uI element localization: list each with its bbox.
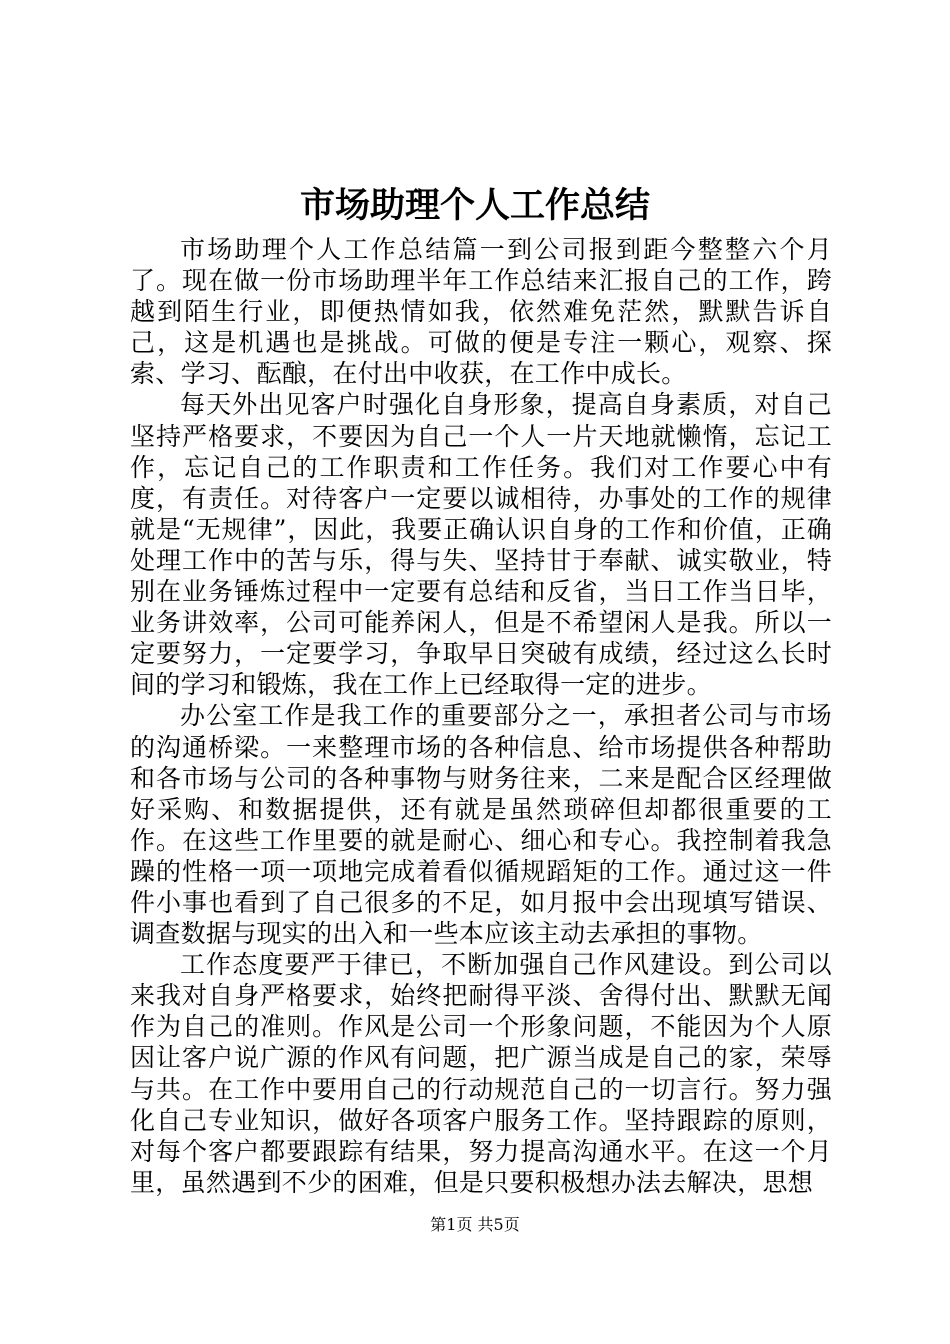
paragraph-3: 办公室工作是我工作的重要部分之一，承担者公司与市场的沟通桥梁。一来整理市场的各种信息、给市场提供各种帮助和各市场与公司的各种事物与财务往来，二来是配合区经理做好采购、和数据提供，还有就是虽然琐碎但却都很重要的工作。在这些工作里要的就是耐心、细心和专心。我控制着我急躁的性格一项一项地完成着看似循规蹈矩的工作。通过这一件件小事也看到了自己很多的不足，如月报中会出现填写错误、调查数据与现实的出入和一些本应该主动去承担的事物。: [130, 701, 832, 949]
document-title: 市场助理个人工作总结: [299, 185, 650, 226]
paragraph-2: 每天外出见客户时强化自身形象，提高自身素质，对自己坚持严格要求，不要因为自己一个人一片天地就懒惰，忘记工作，忘记自己的工作职责和工作任务。我们对工作要心中有度，有责任。对待客户一定要以诚相待，办事处的工作的规律就是“无规律”，因此，我要正确认识自身的工作和价值，正确处理工作中的苦与乐，得与失、坚持甘于奉献、诚实敬业，特别在业务锤炼过程中一定要有总结和反省，当日工作当日毕，业务讲效率，公司可能养闲人，但是不希望闲人是我。所以一定要努力，一定要学习，争取早日突破有成绩，经过这么长时间的学习和锻炼，我在工作上已经取得一定的进步。: [130, 390, 832, 700]
paragraph-1: 市场助理个人工作总结篇一到公司报到距今整整六个月了。现在做一份市场助理半年工作总结来汇报自己的工作，跨越到陌生行业，即便热情如我，依然难免茫然，默默告诉自己，这是机遇也是挑战。可做的便是专注一颗心，观察、探索、学习、酝酿，在付出中收获，在工作中成长。: [130, 235, 832, 389]
document-body: [130, 234, 832, 1198]
paragraph-4: 工作态度要严于律已，不断加强自己作风建设。到公司以来我对自身严格要求，始终把耐得平淡、舍得付出、默默无闻作为自己的准则。作风是公司一个形象问题，不能因为个人原因让客户说广源的作风有问题，把广源当成是自己的家，荣辱与共。在工作中要用自己的行动规范自己的一切言行。努力强化自己专业知识，做好各项客户服务工作。坚持跟踪的原则，对每个客户都要跟踪有结果，努力提高沟通水平。在这一个月里，虽然遇到不少的困难，但是只要积极想办法去解决，思想: [130, 950, 832, 1197]
page-footer: 第1页 共5页: [430, 1215, 520, 1234]
